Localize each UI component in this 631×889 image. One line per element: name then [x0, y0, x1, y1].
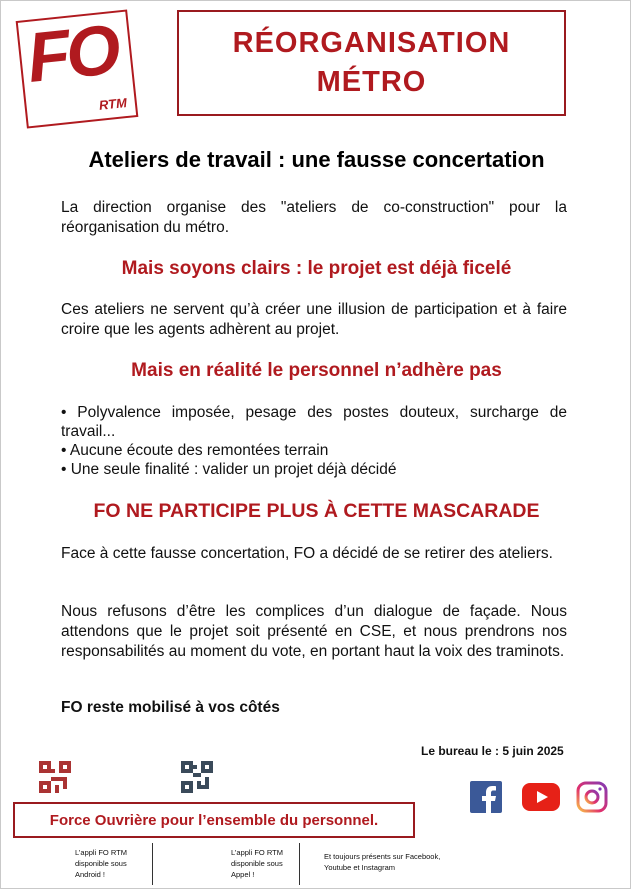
social-presence-note	[324, 851, 440, 873]
apple-app-note	[231, 847, 283, 880]
footer-banner-text: Force Ouvrière pour l’ensemble du personnel.	[49, 811, 379, 829]
bullet-item: • Une seule finalité : valider un projet déjà décidé	[61, 461, 397, 478]
fo-rtm-logo	[16, 9, 139, 128]
bullet-item: • Polyvalence imposée, pesage des postes douteux, surcharge de travail...	[61, 404, 567, 440]
note-line: L’appli FO RTM	[231, 848, 283, 857]
youtube-icon[interactable]	[522, 783, 560, 811]
note-line: disponible sous	[75, 859, 127, 868]
divider	[152, 843, 153, 885]
section3-title: FO NE PARTICIPE PLUS À CETTE MASCARADE	[93, 500, 540, 522]
logo-fo-text: FO	[23, 9, 121, 97]
divider	[299, 843, 300, 885]
page-heading: Ateliers de travail : une fausse concertation	[88, 147, 545, 172]
note-line: Et toujours présents sur Facebook,	[324, 852, 441, 861]
qr-code-icon[interactable]	[181, 761, 213, 793]
facebook-icon[interactable]	[470, 781, 502, 813]
title-line-2: MÉTRO	[316, 66, 427, 98]
bureau-date: Le bureau le : 5 juin 2025	[421, 744, 564, 758]
signoff-text: FO reste mobilisé à vos côtés	[61, 699, 280, 716]
section1-title: Mais soyons clairs : le projet est déjà ficelé	[121, 258, 512, 279]
section3-para2: Nous refusons d’être les complices d’un dialogue de façade. Nous attendons que le projet soit présenté en CSE, et nous prendrons nos responsabilités au moment du vote, en portant haut la voix des traminots.	[61, 603, 567, 660]
section2-title: Mais en réalité le personnel n’adhère pas	[131, 360, 502, 381]
android-app-note	[75, 847, 127, 880]
note-line: Youtube et Instagram	[324, 863, 396, 872]
section2-bullet-list	[61, 403, 567, 479]
section3-para1: Face à cette fausse concertation, FO a décidé de se retirer des ateliers.	[61, 545, 553, 562]
instagram-icon[interactable]	[576, 781, 608, 813]
note-line: L’appli FO RTM	[75, 848, 127, 857]
qr-code-icon[interactable]	[39, 761, 71, 793]
title-line-1: RÉORGANISATION	[232, 27, 511, 59]
note-line: Appel !	[231, 870, 255, 879]
title-box	[177, 10, 566, 116]
bullet-item: • Aucune écoute des remontées terrain	[61, 442, 329, 459]
note-line: disponible sous	[231, 859, 283, 868]
intro-paragraph: La direction organise des "ateliers de co-construction" pour la réorganisation du métro.	[61, 199, 567, 236]
logo-rtm-text: RTM	[98, 95, 128, 113]
note-line: Android !	[75, 870, 106, 879]
section1-text: Ces ateliers ne servent qu’à créer une illusion de participation et à faire croire que les agents adhèrent au projet.	[61, 301, 567, 338]
footer-banner	[13, 802, 415, 838]
